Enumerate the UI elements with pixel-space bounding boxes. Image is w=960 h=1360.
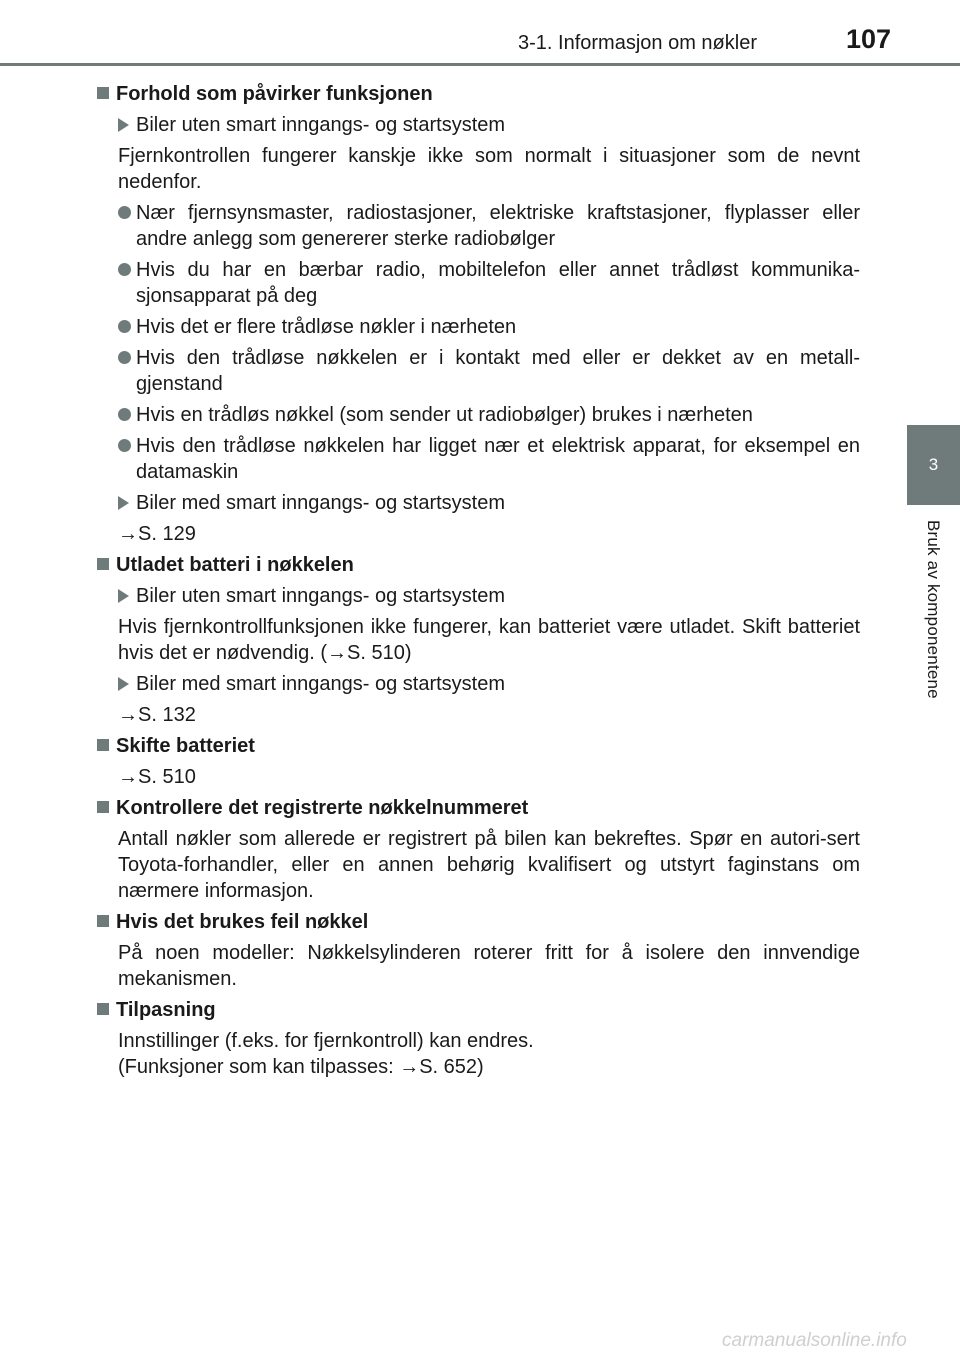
header-rule bbox=[0, 63, 960, 66]
text: Hvis det brukes feil nøkkel bbox=[116, 911, 369, 933]
text: På noen modeller: Nøkkelsylinderen roterer fritt for å isolere den innvendige mekanismen. bbox=[118, 942, 860, 990]
text: Biler med smart inngangs- og startsystem bbox=[136, 492, 506, 514]
text: Hvis en trådløs nøkkel (som sender ut radiobølger) brukes i nærheten bbox=[136, 404, 753, 426]
text: Forhold som påvirker funksjonen bbox=[116, 83, 433, 105]
text: Hvis den trådløse nøkkelen er i kontakt med eller er dekket av en metall-gjenstand bbox=[136, 347, 860, 395]
section-heading bbox=[96, 81, 860, 107]
text: Biler med smart inngangs- og startsystem bbox=[136, 673, 506, 695]
chapter-tab[interactable] bbox=[907, 425, 960, 505]
vehicle-variant-heading bbox=[96, 671, 860, 697]
text: Fjernkontrollen fungerer kanskje ikke som normalt i situasjoner som de nevnt nedenfor. bbox=[118, 145, 860, 193]
text: →S. 510 bbox=[118, 766, 196, 788]
paragraph bbox=[96, 614, 860, 666]
text: Skifte batteriet bbox=[116, 735, 255, 757]
text: Biler uten smart inngangs- og startsystem bbox=[136, 114, 506, 136]
square-bullet-icon bbox=[97, 739, 109, 751]
paragraph bbox=[96, 826, 860, 904]
text: Hvis det er flere trådløse nøkler i nærheten bbox=[136, 316, 517, 338]
list-item bbox=[96, 345, 860, 397]
circle-bullet-icon bbox=[118, 408, 131, 421]
text: Nær fjernsynsmaster, radiostasjoner, elektriske kraftstasjoner, flyplasser eller andre anlegg som genererer sterke radiobølger bbox=[136, 202, 860, 250]
text: Hvis du har en bærbar radio, mobiltelefon eller annet trådløst kommunika-sjonsapparat på deg bbox=[136, 259, 860, 307]
page-reference bbox=[96, 521, 860, 547]
section-heading bbox=[96, 552, 860, 578]
chapter-label: Bruk av komponentene bbox=[924, 520, 943, 699]
text: Tilpasning bbox=[116, 999, 216, 1021]
page-reference bbox=[96, 764, 860, 790]
list-item bbox=[96, 433, 860, 485]
paragraph-line: Innstillinger (f.eks. for fjernkontroll) kan endres. bbox=[118, 1030, 534, 1052]
text: Hvis fjernkontrollfunksjonen ikke fungerer, kan batteriet være utladet. Skift batteriet hvis det er nødvendig. (→S. 510) bbox=[118, 616, 860, 664]
page-number: 107 bbox=[846, 24, 892, 54]
square-bullet-icon bbox=[97, 87, 109, 99]
text: Hvis den trådløse nøkkelen har ligget nær et elektrisk apparat, for eksempel en datamaskin bbox=[136, 435, 860, 483]
square-bullet-icon bbox=[97, 558, 109, 570]
paragraph-line: (Funksjoner som kan tilpasses: →S. 652) bbox=[118, 1056, 484, 1078]
triangle-bullet-icon bbox=[118, 496, 129, 510]
list-item bbox=[96, 200, 860, 252]
circle-bullet-icon bbox=[118, 320, 131, 333]
circle-bullet-icon bbox=[118, 206, 131, 219]
section-heading bbox=[96, 909, 860, 935]
vehicle-variant-heading bbox=[96, 112, 860, 138]
triangle-bullet-icon bbox=[118, 589, 129, 603]
paragraph bbox=[96, 940, 860, 992]
list-item bbox=[96, 257, 860, 309]
circle-bullet-icon bbox=[118, 439, 131, 452]
text: Utladet batteri i nøkkelen bbox=[116, 554, 354, 576]
chapter-number: 3 bbox=[928, 455, 939, 474]
text: →S. 129 bbox=[118, 523, 196, 545]
list-item bbox=[96, 402, 860, 428]
section-heading bbox=[96, 733, 860, 759]
vehicle-variant-heading bbox=[96, 583, 860, 609]
square-bullet-icon bbox=[97, 1003, 109, 1015]
page-body bbox=[96, 76, 860, 1080]
text: Kontrollere det registrerte nøkkelnummeret bbox=[116, 797, 529, 819]
text: Biler uten smart inngangs- og startsystem bbox=[136, 585, 506, 607]
triangle-bullet-icon bbox=[118, 677, 129, 691]
text: Antall nøkler som allerede er registrert på bilen kan bekreftes. Spør en autori-sert Toyota-forhandler, eller en annen behørig kvalifisert og utstyrt faginstans om nærmere informasjon. bbox=[118, 828, 860, 902]
vehicle-variant-heading bbox=[96, 490, 860, 516]
watermark: carmanualsonline.info bbox=[722, 1330, 907, 1351]
square-bullet-icon bbox=[97, 801, 109, 813]
square-bullet-icon bbox=[97, 915, 109, 927]
page-reference bbox=[96, 702, 860, 728]
running-header-title: 3-1. Informasjon om nøkler bbox=[518, 32, 757, 54]
list-item bbox=[96, 314, 860, 340]
paragraph bbox=[96, 1028, 860, 1080]
circle-bullet-icon bbox=[118, 351, 131, 364]
paragraph bbox=[96, 143, 860, 195]
section-heading bbox=[96, 795, 860, 821]
circle-bullet-icon bbox=[118, 263, 131, 276]
text: →S. 132 bbox=[118, 704, 196, 726]
section-heading bbox=[96, 997, 860, 1023]
triangle-bullet-icon bbox=[118, 118, 129, 132]
